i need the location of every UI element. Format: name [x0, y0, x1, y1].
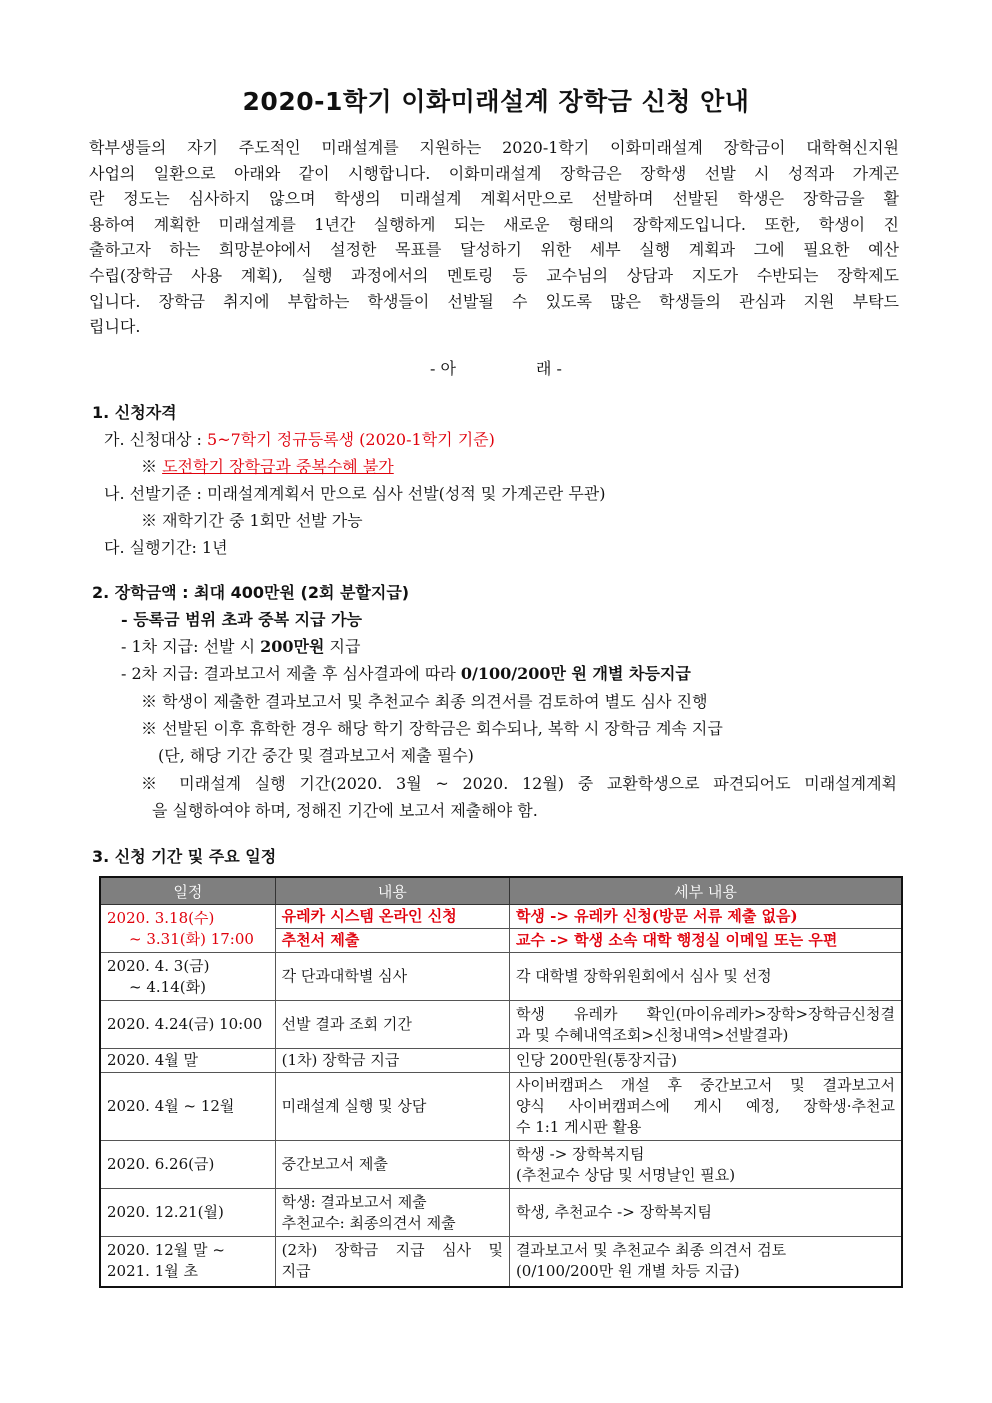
s2-note-3: ※ 미래설계 실행 기간(2020. 3월 ~ 2020. 12월) 중 교환학생으로 파견되어도 미래설계계획 — [141, 774, 897, 793]
s2-line-2-post: 지급 — [324, 637, 361, 656]
cell-detail — [509, 1073, 902, 1141]
cell-content — [275, 1189, 509, 1237]
table-row — [100, 1001, 902, 1049]
cell-date: 2020. 4월 ~ 12월 — [100, 1073, 275, 1141]
s1-target-label: 가. 신청대상 : — [104, 430, 208, 449]
cell-date — [100, 905, 275, 953]
cell-date-line: 2020. 4. 3(금) — [107, 956, 210, 975]
cell-date: 2020. 4.24(금) 10:00 — [100, 1001, 275, 1049]
s2-line-3-amount: 0/100/200만 원 개별 차등지급 — [460, 664, 691, 683]
cell-detail-line: (0/100/200만 원 개별 차등 지급) — [515, 1262, 740, 1281]
cell-detail: 각 대학별 장학위원회에서 심사 및 선정 — [509, 953, 902, 1001]
table-header-content: 내용 — [275, 877, 509, 905]
cell-content: (1차) 장학금 지급 — [275, 1049, 509, 1073]
cell-detail-line: 수 1:1 게시판 활용 — [515, 1118, 642, 1136]
cell-content-line: 추천교수: 최종의견서 제출 — [281, 1213, 456, 1232]
section-1-heading: 1. 신청자격 — [92, 403, 177, 422]
section-3-heading: 3. 신청 기간 및 주요 일정 — [92, 847, 277, 866]
cell-date — [100, 1237, 275, 1287]
cell-detail: 학생, 추천교수 -> 장학복지팀 — [509, 1189, 902, 1237]
cell-detail-line: 사이버캠퍼스 개설 후 중간보고서 및 결과보고서 — [515, 1076, 895, 1094]
table-row — [100, 953, 902, 1001]
cell-detail-line: 학생 유레카 확인(마이유레카>장학>장학금신청결 — [515, 1004, 895, 1023]
s2-line-1: - 등록금 범위 초과 중복 지급 가능 — [121, 610, 362, 629]
s1-target-note-text: 도전학기 장학금과 중복수혜 불가 — [162, 457, 394, 476]
table-row — [100, 1189, 902, 1237]
s1-target-value: 5~7학기 정규등록생 (2020-1학기 기준) — [207, 430, 495, 449]
cell-detail-line: 과 및 수혜내역조회>신청내역>선발결과) — [515, 1025, 789, 1044]
cell-content — [275, 1237, 509, 1287]
intro-line: 학부생들의 자기 주도적인 미래설계를 지원하는 2020-1학기 이화미래설계 장학금이 대학혁신지원 — [89, 138, 899, 157]
cell-content-line: 학생: 결과보고서 제출 — [281, 1192, 427, 1211]
s2-line-2-amount: 200만원 — [260, 637, 325, 656]
cell-detail: 인당 200만원(통장지급) — [509, 1049, 902, 1073]
note-mark: ※ — [141, 457, 163, 476]
cell-detail — [509, 1237, 902, 1287]
cell-content: 유레카 시스템 온라인 신청 — [275, 905, 509, 929]
s1-criteria-line: 나. 선발기준 : 미래설계계획서 만으로 심사 선발(성적 및 가계곤란 무관) — [104, 484, 606, 503]
cell-date-line: 2020. 3.18(수) — [107, 908, 215, 927]
cell-detail-line: 양식 사이버캠퍼스에 게시 예정, 장학생·추천교 — [515, 1097, 895, 1115]
s2-note-2b: (단, 해당 기간 중간 및 결과보고서 제출 필수) — [158, 746, 474, 765]
section-2-heading: 2. 장학금액 : 최대 400만원 (2회 분할지급) — [92, 583, 410, 602]
s2-line-3 — [121, 663, 691, 685]
cell-detail-line: (추천교수 상담 및 서명날인 필요) — [515, 1165, 736, 1184]
cell-date: 2020. 6.26(금) — [100, 1141, 275, 1189]
below-marker-right: 래 - — [536, 359, 562, 378]
table-row — [100, 1141, 902, 1189]
cell-date-line: ~ 4.14(화) — [129, 977, 206, 996]
s1-target-line — [104, 429, 495, 451]
cell-date-line: ~ 3.31(화) 17:00 — [129, 929, 254, 948]
page-title: 2020-1학기 이화미래설계 장학금 신청 안내 — [242, 87, 750, 116]
s1-period-line: 다. 실행기간: 1년 — [104, 538, 228, 557]
cell-date — [100, 953, 275, 1001]
cell-date: 2020. 12.21(월) — [100, 1189, 275, 1237]
intro-line: 립니다. — [89, 317, 141, 337]
intro-line: 수립(장학금 사용 계획), 실행 과정에서의 멘토링 등 교수님의 상담과 지도가 수반되는 장학제도 — [89, 265, 899, 285]
cell-detail — [509, 1001, 902, 1049]
table-header-row — [100, 877, 902, 905]
cell-content: 각 단과대학별 심사 — [275, 953, 509, 1001]
cell-detail-line: 학생 -> 장학복지팀 — [515, 1144, 645, 1163]
intro-line: 사업의 일환으로 아래와 같이 시행합니다. 이화미래설계 장학금은 장학생 선발 시 성적과 가계곤 — [89, 163, 899, 183]
cell-content: 추천서 제출 — [275, 929, 509, 953]
cell-detail: 학생 -> 유레카 신청(방문 서류 제출 없음) — [509, 905, 902, 929]
intro-line: 란 정도는 심사하지 않으며 학생의 미래설계 계획서만으로 선발하며 선발된 학생은 장학금을 활 — [89, 189, 899, 209]
below-marker — [0, 356, 992, 379]
intro-line: 용하여 계획한 미래설계를 1년간 실행하게 되는 새로운 형태의 장학제도입니다. 또한, 학생이 진 — [89, 214, 899, 234]
table-row — [100, 1073, 902, 1141]
table-row — [100, 1049, 902, 1073]
cell-content: 중간보고서 제출 — [275, 1141, 509, 1189]
s2-note-3b: 을 실행하여야 하며, 정해진 기간에 보고서 제출해야 함. — [152, 801, 538, 820]
cell-detail: 교수 -> 학생 소속 대학 행정실 이메일 또는 우편 — [509, 929, 902, 953]
cell-content: 미래설계 실행 및 상담 — [275, 1073, 509, 1141]
cell-detail — [509, 1141, 902, 1189]
s2-note-2: ※ 선발된 이후 휴학한 경우 해당 학기 장학금은 회수되나, 복학 시 장학금 계속 지급 — [141, 719, 723, 738]
intro-line: 입니다. 장학금 취지에 부합하는 학생들이 선발될 수 있도록 많은 학생들의 관심과 지원 부탁드 — [89, 291, 899, 311]
s1-target-note — [141, 456, 394, 478]
schedule-table — [99, 876, 903, 1288]
s1-criteria-note: ※ 재학기간 중 1회만 선발 가능 — [141, 511, 363, 530]
table-header-detail: 세부 내용 — [509, 877, 902, 905]
intro-paragraph — [89, 135, 899, 340]
cell-content: 선발 결과 조회 기간 — [275, 1001, 509, 1049]
table-row — [100, 1237, 902, 1287]
cell-content-line: (2차) 장학금 지급 심사 및 — [281, 1241, 503, 1260]
cell-date-line: 2020. 12월 말 ~ — [107, 1241, 225, 1260]
s2-line-2 — [121, 636, 360, 658]
cell-date-line: 2021. 1월 초 — [107, 1262, 199, 1281]
s2-note-1: ※ 학생이 제출한 결과보고서 및 추천교수 최종 의견서를 검토하여 별도 심사 진행 — [141, 692, 708, 711]
s2-line-2-pre: - 1차 지급: 선발 시 — [121, 637, 261, 656]
intro-line: 출하고자 하는 희망분야에서 설정한 목표를 달성하기 위한 세부 실행 계획과 그에 필요한 예산 — [89, 240, 899, 260]
table-row — [100, 905, 902, 929]
cell-detail-line: 결과보고서 및 추천교수 최종 의견서 검토 — [515, 1241, 787, 1260]
cell-date: 2020. 4월 말 — [100, 1049, 275, 1073]
below-marker-left: - 아 — [430, 359, 456, 378]
s2-line-3-pre: - 2차 지급: 결과보고서 제출 후 심사결과에 따라 — [121, 664, 461, 683]
cell-content-line: 지급 — [281, 1262, 311, 1281]
table-header-date: 일정 — [100, 877, 275, 905]
